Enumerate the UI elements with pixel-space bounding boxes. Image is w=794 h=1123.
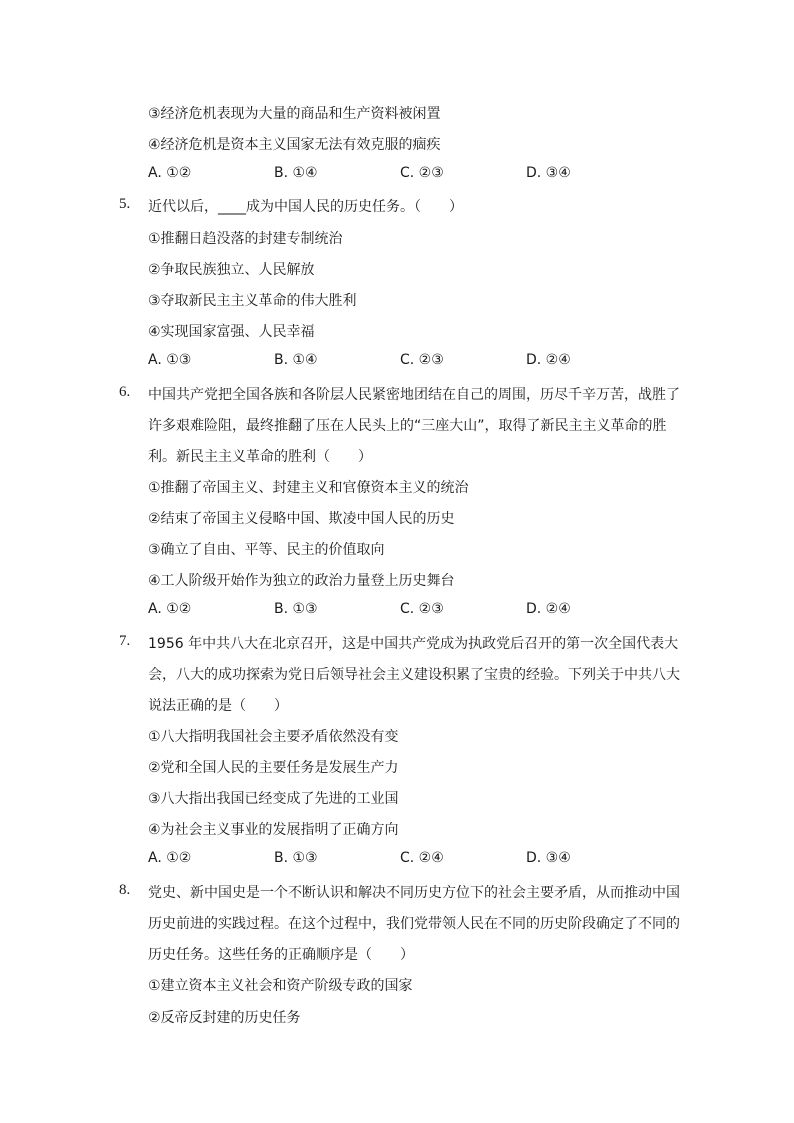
q7-stem-line-1: 1956 年中共八大在北京召开，这是中国共产党成为执政党后召开的第一次全国代表大 — [148, 636, 679, 652]
q4-option-a: A. ①② — [148, 165, 192, 181]
q6-statement-3: ③确立了自由、平等、民主的价值取向 — [148, 542, 385, 558]
q5-statement-3: ③夺取新民主主义革命的伟大胜利 — [148, 293, 357, 309]
q6-number: 6. — [119, 384, 131, 400]
q4-options — [148, 165, 608, 185]
q8-stem-line-1: 党史、新中国史是一个不断认识和解决不同历史方位下的社会主要矛盾，从而推动中国 — [148, 885, 680, 901]
q5-option-c: C. ②③ — [400, 352, 444, 368]
q5-option-d: D. ②④ — [526, 352, 571, 368]
q4-option-b: B. ①④ — [274, 165, 318, 181]
q7-statement-2: ②党和全国人民的主要任务是发展生产力 — [148, 760, 399, 776]
q6-statement-4: ④工人阶级开始作为独立的政治力量登上历史舞台 — [148, 573, 455, 589]
q8-statement-1: ①建立资本主义社会和资产阶级专政的国家 — [148, 978, 413, 994]
q7-options — [148, 850, 608, 870]
q6-stem-line-1: 中国共产党把全国各族和各阶层人民紧密地团结在自己的周围，历尽千辛万苦，战胜了 — [148, 387, 680, 403]
q6-stem-line-2: 许多艰难险阻，最终推翻了压在人民头上的“三座大山”，取得了新民主主义革命的胜 — [148, 418, 667, 434]
q6-statement-1: ①推翻了帝国主义、封建主义和官僚资本主义的统治 — [148, 480, 469, 496]
q8-statement-2: ②反帝反封建的历史任务 — [148, 1010, 301, 1026]
q7-option-c: C. ②④ — [400, 850, 444, 866]
q5-options — [148, 352, 608, 372]
q7-option-b: B. ①③ — [274, 850, 318, 866]
q7-stem-line-3: 说法正确的是（ ） — [148, 698, 288, 714]
q6-option-c: C. ②③ — [400, 601, 444, 617]
q6-option-b: B. ①③ — [274, 601, 318, 617]
q4-option-d: D. ③④ — [526, 165, 571, 181]
q6-option-d: D. ②④ — [526, 601, 571, 617]
q6-option-a: A. ①② — [148, 601, 192, 617]
q6-stem-line-3: 利。新民主主义革命的胜利（ ） — [148, 449, 372, 465]
q5-option-b: B. ①④ — [274, 352, 318, 368]
q7-statement-1: ①八大指明我国社会主要矛盾依然没有变 — [148, 729, 399, 745]
q7-option-a: A. ①② — [148, 850, 192, 866]
q7-option-d: D. ③④ — [526, 850, 571, 866]
q4-statement-3: ③经济危机表现为大量的商品和生产资料被闲置 — [148, 106, 441, 122]
q4-option-c: C. ②③ — [400, 165, 444, 181]
q6-statement-2: ②结束了帝国主义侵略中国、欺凌中国人民的历史 — [148, 511, 455, 527]
q7-stem-line-2: 会，八大的成功探索为党日后领导社会主义建设积累了宝贵的经验。下列关于中共八大 — [148, 667, 680, 683]
q5-statement-2: ②争取民族独立、人民解放 — [148, 262, 315, 278]
q7-number: 7. — [119, 633, 131, 649]
q8-stem-line-3: 历史任务。这些任务的正确顺序是（ ） — [148, 947, 414, 963]
q8-number: 8. — [119, 882, 131, 898]
q6-options — [148, 601, 608, 621]
q5-statement-1: ①推翻日趋没落的封建专制统治 — [148, 231, 343, 247]
q7-statement-3: ③八大指出我国已经变成了先进的工业国 — [148, 791, 399, 807]
q5-statement-4: ④实现国家富强、人民幸福 — [148, 324, 315, 340]
q8-stem-line-2: 历史前进的实践过程。在这个过程中，我们党带领人民在不同的历史阶段确定了不同的 — [148, 916, 680, 932]
q4-statement-4: ④经济危机是资本主义国家无法有效克服的痼疾 — [148, 137, 441, 153]
q7-statement-4: ④为社会主义事业的发展指明了正确方向 — [148, 822, 399, 838]
q5-stem: 近代以后，____成为中国人民的历史任务。（ ） — [148, 199, 463, 215]
q5-number: 5. — [119, 196, 131, 212]
q5-option-a: A. ①③ — [148, 352, 192, 368]
